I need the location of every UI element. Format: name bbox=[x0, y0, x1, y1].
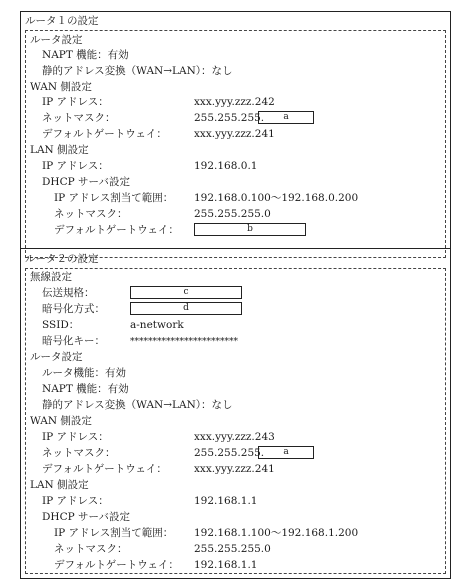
router2-dhcp-mask-value: 255.255.255.0 bbox=[194, 543, 271, 555]
router2-dhcp-gw-value: 192.168.1.1 bbox=[194, 559, 258, 571]
router1-wan-ip-value: xxx.yyy.zzz.242 bbox=[194, 96, 275, 108]
router2-wan-mask-value: 255.255.255. bbox=[194, 447, 265, 459]
router1-settings-box bbox=[25, 30, 446, 258]
router1-dhcp-range-value: 192.168.0.100～192.168.0.200 bbox=[194, 192, 359, 204]
router2-std-blank-c: c bbox=[130, 286, 242, 299]
router2-ssid-value: a-network bbox=[130, 319, 184, 331]
router1-wan-ip-label: IP アドレス： bbox=[42, 96, 109, 108]
router2-settings-box bbox=[25, 268, 446, 574]
router2-enc-blank-d: d bbox=[130, 302, 242, 315]
router2-napt: NAPT 機能：有効 bbox=[42, 383, 129, 395]
router2-lan-ip-label: IP アドレス： bbox=[42, 495, 109, 507]
router1-dhcp-gw-blank-b: b bbox=[194, 223, 306, 236]
router2-lan-heading: LAN 側設定 bbox=[30, 479, 89, 491]
router1-dhcp-mask-value: 255.255.255.0 bbox=[194, 208, 271, 220]
section-divider bbox=[21, 248, 450, 249]
router2-key-value: ************************ bbox=[130, 337, 238, 347]
router2-wan-heading: WAN 側設定 bbox=[30, 415, 92, 427]
router2-ssid-label: SSID： bbox=[42, 319, 80, 331]
router1-wan-mask-value: 255.255.255. bbox=[194, 112, 265, 124]
router2-wan-mask-label: ネットマスク： bbox=[42, 447, 116, 459]
router2-key-label: 暗号化キー： bbox=[42, 335, 105, 347]
router2-dhcp-heading: DHCP サーバ設定 bbox=[42, 511, 130, 523]
router2-dhcp-range-value: 192.168.1.100～192.168.1.200 bbox=[194, 527, 359, 539]
router1-wan-mask-label: ネットマスク： bbox=[42, 112, 116, 124]
router2-wireless-heading: 無線設定 bbox=[30, 271, 72, 283]
router1-lan-ip-label: IP アドレス： bbox=[42, 160, 109, 172]
router1-wan-heading: WAN 側設定 bbox=[30, 81, 92, 93]
router2-wan-mask-blank-a: a bbox=[258, 446, 314, 459]
router1-lan-ip-value: 192.168.0.1 bbox=[194, 160, 258, 172]
router1-wan-mask-blank-a: a bbox=[258, 111, 314, 124]
router1-title: ルータ１の設定 bbox=[25, 15, 99, 27]
router2-wan-ip-value: xxx.yyy.zzz.243 bbox=[194, 431, 275, 443]
router1-wan-gw-value: xxx.yyy.zzz.241 bbox=[194, 128, 275, 140]
router1-lan-heading: LAN 側設定 bbox=[30, 144, 89, 156]
router1-dhcp-heading: DHCP サーバ設定 bbox=[42, 176, 130, 188]
router2-std-label: 伝送規格： bbox=[42, 287, 95, 299]
router2-router-settings-heading: ルータ設定 bbox=[30, 351, 83, 363]
router1-static-nat: 静的アドレス変換（WAN→LAN）：なし bbox=[42, 65, 233, 77]
settings-figure bbox=[20, 11, 451, 579]
router2-router-func: ルータ機能：有効 bbox=[42, 367, 126, 379]
router2-dhcp-mask-label: ネットマスク： bbox=[54, 543, 128, 555]
router1-dhcp-mask-label: ネットマスク： bbox=[54, 208, 128, 220]
router1-wan-gw-label: デフォルトゲートウェイ： bbox=[42, 128, 167, 140]
router1-dhcp-gw-label: デフォルトゲートウェイ： bbox=[54, 224, 179, 236]
router2-title: ルータ２の設定 bbox=[25, 253, 99, 265]
router2-dhcp-gw-label: デフォルトゲートウェイ： bbox=[54, 559, 179, 571]
router2-enc-label: 暗号化方式： bbox=[42, 303, 105, 315]
router2-wan-ip-label: IP アドレス： bbox=[42, 431, 109, 443]
router2-static-nat: 静的アドレス変換（WAN→LAN）：なし bbox=[42, 399, 233, 411]
router1-router-settings-heading: ルータ設定 bbox=[30, 34, 83, 46]
router2-wan-gw-label: デフォルトゲートウェイ： bbox=[42, 463, 167, 475]
router2-dhcp-range-label: IP アドレス割当て範囲： bbox=[54, 527, 174, 539]
router1-napt: NAPT 機能：有効 bbox=[42, 49, 129, 61]
router1-dhcp-range-label: IP アドレス割当て範囲： bbox=[54, 192, 174, 204]
router2-wan-gw-value: xxx.yyy.zzz.241 bbox=[194, 463, 275, 475]
router2-lan-ip-value: 192.168.1.1 bbox=[194, 495, 258, 507]
